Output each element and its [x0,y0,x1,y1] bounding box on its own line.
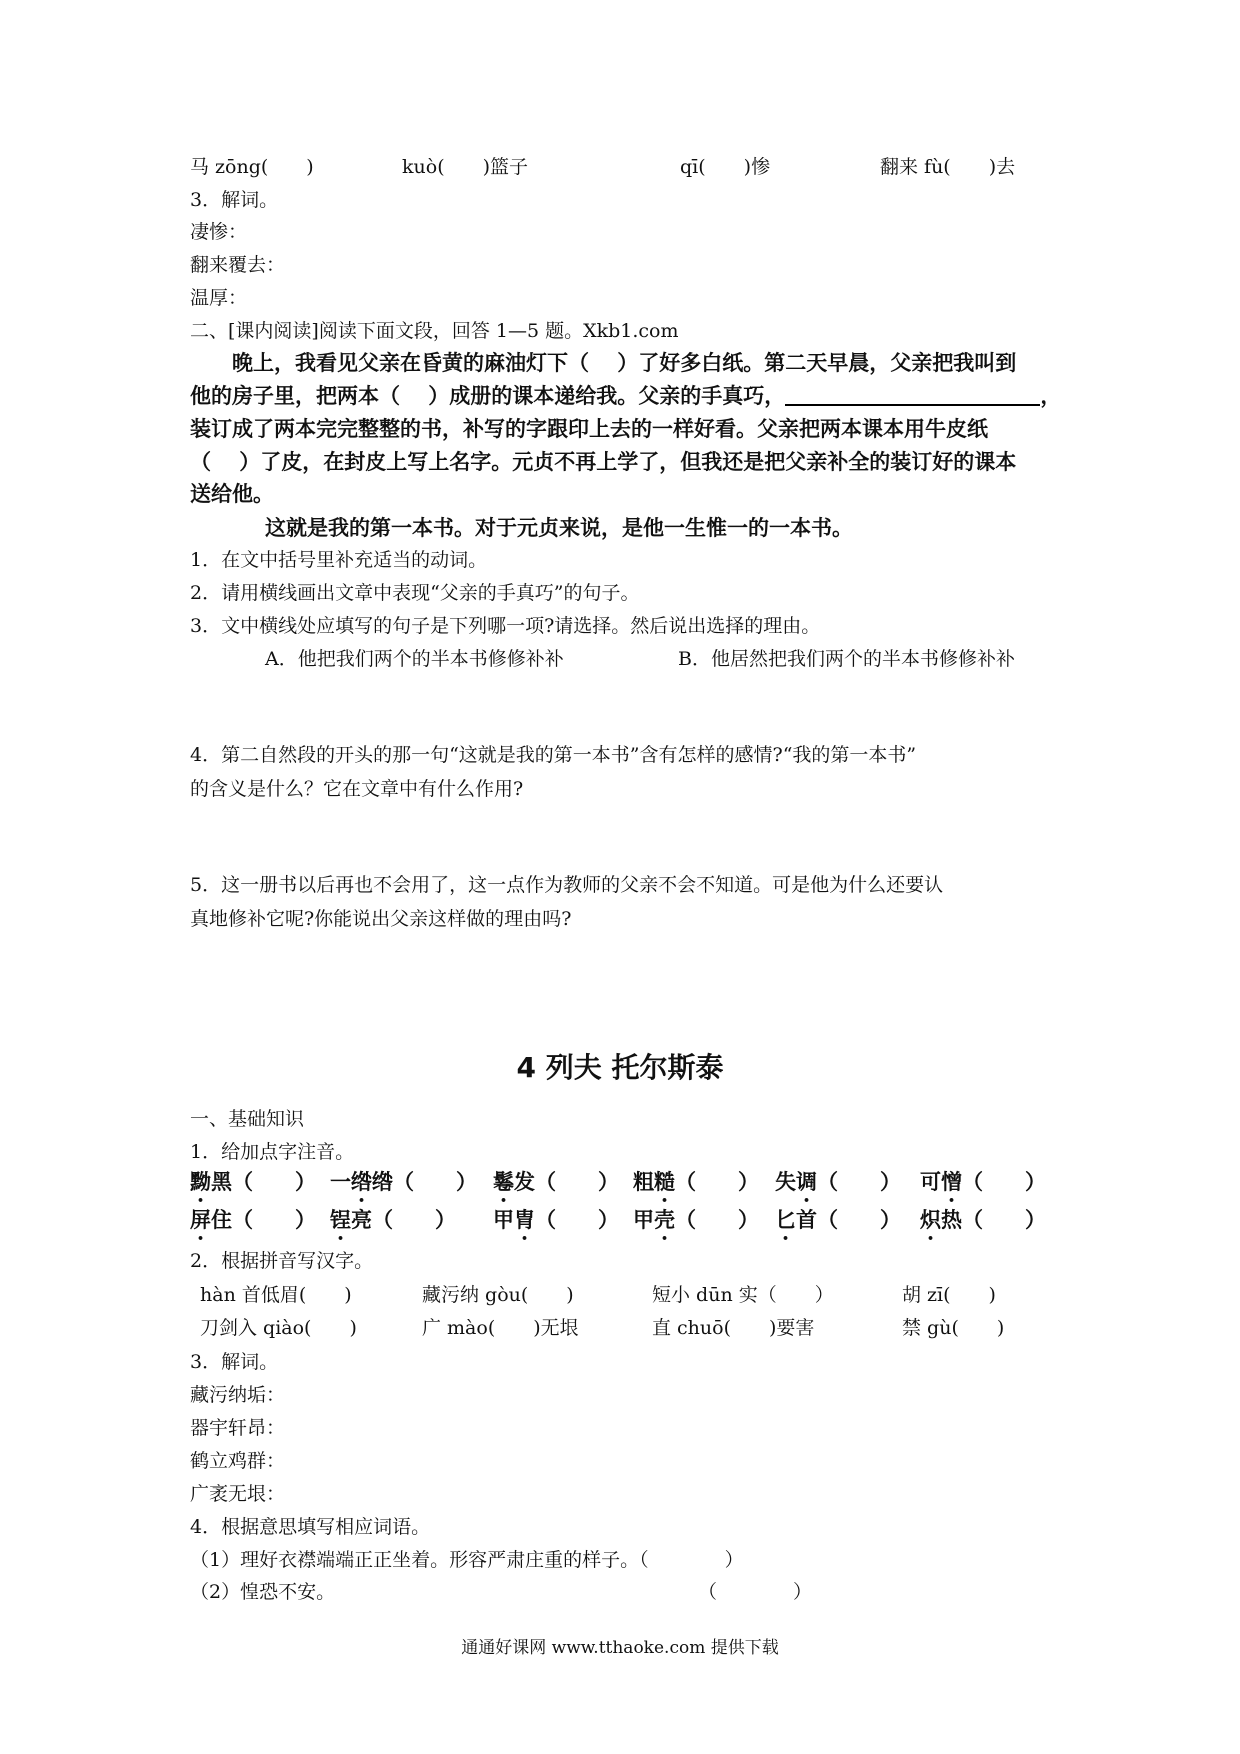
question-heading: 3．解词。 [190,1351,279,1373]
question: 的含义是什么？它在文章中有什么作用? [190,778,524,800]
section-heading: 二、[课内阅读]阅读下面文段，回答 1—5 题。Xkb1.com [190,320,679,342]
pinyin-item: qī( )惨 [680,156,771,178]
vocab-item: 藏污纳垢： [190,1384,286,1406]
vocab-item: 广袤无垠： [190,1483,286,1505]
vocab-item: 凄惨： [190,221,248,243]
passage-line: （ ）了皮，在封皮上写上名字。元贞不再上学了，但我还是把父亲补全的装订好的课本 [190,449,1017,474]
question: 4．第二自然段的开头的那一句“这就是我的第一本书”含有怎样的感情?“我的第一本书” [190,744,917,766]
definition-item [190,1580,813,1604]
question: 5．这一册书以后再也不会用了，这一点作为教师的父亲不会不知道。可是他为什么还要认 [190,874,944,896]
dotted-item: 炽热（ ） [920,1207,1046,1232]
vocab-item: 鹤立鸡群： [190,1450,286,1472]
pinyin-item: kuò( )篮子 [402,156,529,178]
passage-line: 晚上，我看见父亲在昏黄的麻油灯下（ ）了好多白纸。第二天早晨，父亲把我叫到 [232,350,1017,375]
pinyin-item: 直 chuō( )要害 [652,1317,815,1339]
pinyin-item: 刀剑入 qiào( ) [200,1317,357,1339]
option-b: B．他居然把我们两个的半本书修修补补 [678,648,1015,670]
dotted-item: 粗糙（ ） [633,1169,759,1194]
pinyin-item: 马 zōng( ) [190,156,314,178]
dotted-item: 甲壳（ ） [633,1207,759,1232]
page-footer: 通通好课网 www.tthaoke.com 提供下载 [461,1638,779,1658]
question-heading: 2．根据拼音写汉字。 [190,1250,374,1272]
vocab-item: 器宇轩昂： [190,1417,286,1439]
question-heading: 4．根据意思填写相应词语。 [190,1516,431,1538]
question: 真地修补它呢?你能说出父亲这样做的理由吗? [190,908,572,930]
pinyin-item: 广 mào( )无垠 [422,1317,579,1339]
pinyin-item: 短小 dūn 实（ ） [652,1284,834,1306]
answer-parens: （ ） [698,1581,813,1603]
definition-item: （1）理好衣襟端端正正坐着。形容严肃庄重的样子。（ ） [190,1549,744,1571]
option-a: A．他把我们两个的半本书修修补补 [265,648,564,670]
vocab-item: 温厚： [190,287,248,309]
dotted-item: 匕首（ ） [775,1207,901,1232]
dotted-item: 鬈发（ ） [493,1169,619,1194]
lesson-title: 4 列夫 托尔斯泰 [516,1051,724,1084]
question: 3．文中横线处应填写的句子是下列哪一项?请选择。然后说出选择的理由。 [190,615,821,637]
dotted-item: 一绺绺（ ） [330,1169,477,1194]
passage-line: 送给他。 [190,481,274,506]
pinyin-item: 胡 zī( ) [902,1284,996,1306]
question-heading: 3．解词。 [190,189,279,211]
dotted-item: 黝黑（ ） [190,1169,316,1194]
passage-text: 他的房子里，把两本（ ）成册的课本递给我。父亲的手真巧， [190,383,786,408]
pinyin-item: hàn 首低眉( ) [200,1284,352,1306]
dotted-item: 屏住（ ） [190,1207,316,1232]
passage-text: ， [1040,383,1062,408]
vocab-item: 翻来覆去： [190,254,286,276]
passage-line [190,382,1061,410]
answer-blank[interactable] [785,386,1040,406]
question: 1．在文中括号里补充适当的动词。 [190,549,488,571]
question: 2．请用横线画出文章中表现“父亲的手真巧”的句子。 [190,582,640,604]
dotted-item: 可憎（ ） [920,1169,1046,1194]
passage-line: 装订成了两本完完整整的书，补写的字跟印上去的一样好看。父亲把两本课本用牛皮纸 [190,416,988,441]
dotted-item: 失调（ ） [775,1169,901,1194]
pinyin-item: 翻来 fù( )去 [880,156,1016,178]
question-heading: 1．给加点字注音。 [190,1141,355,1163]
pinyin-item: 藏污纳 gòu( ) [422,1284,574,1306]
dotted-item: 甲胄（ ） [493,1207,619,1232]
definition-text: （2）惶恐不安。 [190,1581,336,1603]
pinyin-item: 禁 gù( ) [902,1317,1005,1339]
section-heading: 一、基础知识 [190,1108,305,1130]
passage-line: 这就是我的第一本书。对于元贞来说，是他一生惟一的一本书。 [265,515,853,540]
dotted-item: 锃亮（ ） [330,1207,456,1232]
